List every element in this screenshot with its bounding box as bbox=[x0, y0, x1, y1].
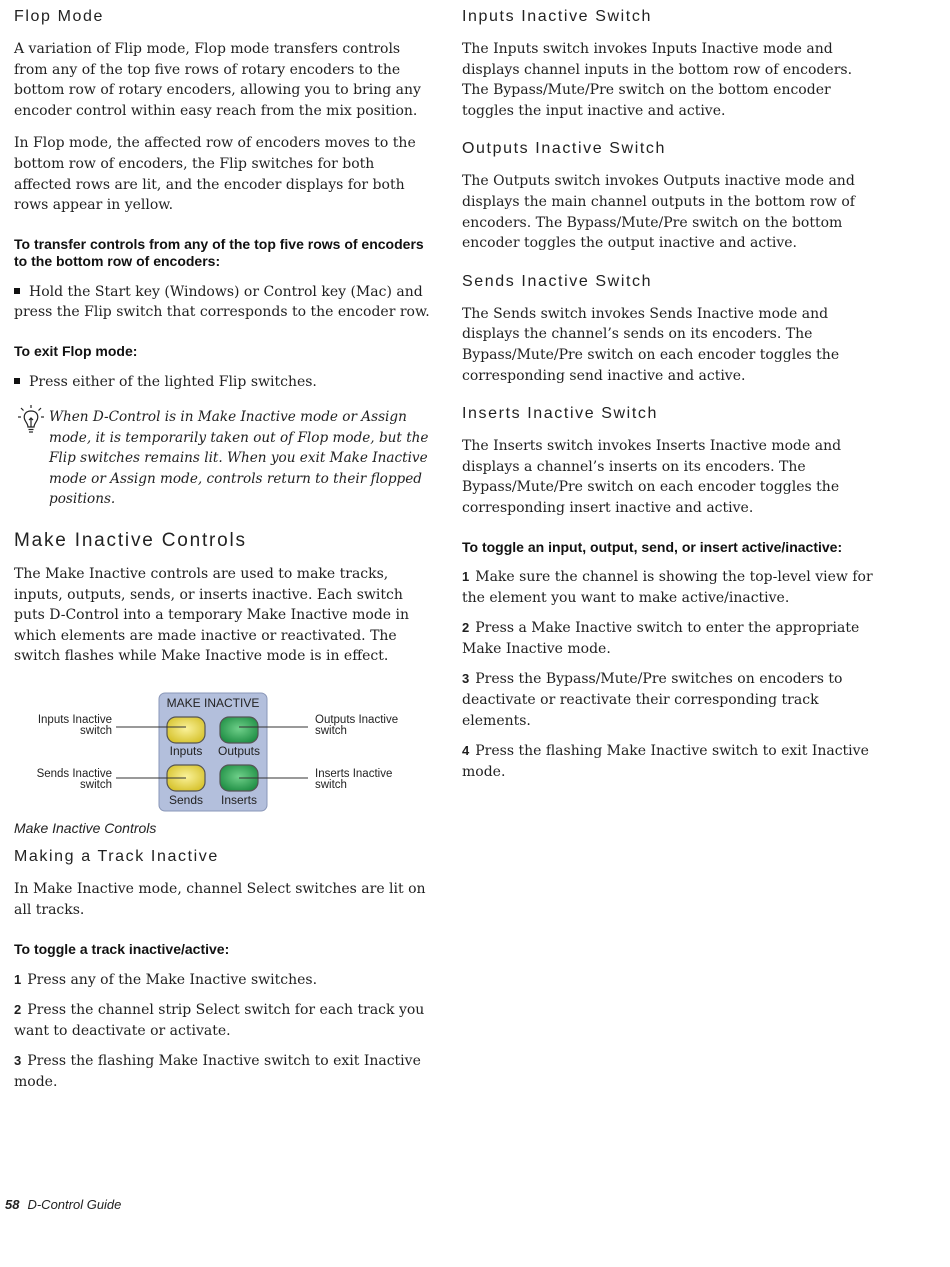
flop-proc1-step: Hold the Start key (Windows) or Control key (Mac) and press the Flip switch that corresponds to the encoder row. bbox=[14, 283, 430, 321]
outputs-switch[interactable] bbox=[220, 717, 258, 743]
outputs-inactive-label: Outputs Inactive switch bbox=[315, 713, 399, 738]
guide-title: D-Control Guide bbox=[27, 1197, 122, 1212]
outputs-button-label: Outputs bbox=[217, 743, 261, 758]
page-number: 58 bbox=[5, 1197, 20, 1212]
lightbulb-icon bbox=[18, 405, 44, 437]
track-proc-title: To toggle a track inactive/active: bbox=[14, 941, 230, 958]
toggle-step-1: 1 Make sure the channel is showing the top-level view for the element you want to make active/inactive. bbox=[462, 569, 873, 606]
flop-para-1: A variation of Flip mode, Flop mode transfers controls from any of the top five rows of rotary encoders to the bottom row of rotary encoders, allowing you to bring any encoder control within easy reach from the mix position. bbox=[14, 41, 421, 119]
flop-proc2-title: To exit Flop mode: bbox=[14, 342, 138, 359]
toggle-step-2: 2 Press a Make Inactive switch to enter the appropriate Make Inactive mode. bbox=[462, 620, 860, 657]
flop-proc1-title: To transfer controls from any of the top five rows of encoders to the bottom row of encoders: bbox=[14, 235, 424, 270]
sends-button-label: Sends bbox=[168, 792, 204, 807]
left-column bbox=[14, 0, 430, 1093]
panel-title: MAKE INACTIVE bbox=[166, 695, 260, 710]
inputs-button-label: Inputs bbox=[169, 743, 203, 758]
right-column bbox=[462, 0, 882, 782]
inserts-inactive-label: Inserts Inactive switch bbox=[315, 767, 393, 792]
track-para: In Make Inactive mode, channel Select switches are lit on all tracks. bbox=[14, 880, 426, 918]
making-track-inactive-heading: Making a Track Inactive bbox=[14, 847, 219, 865]
toggle-step-4: 4 Press the flashing Make Inactive switch to exit Inactive mode. bbox=[462, 743, 869, 780]
inserts-button-label: Inserts bbox=[220, 792, 258, 807]
sends-inactive-label: Sends Inactive switch bbox=[36, 767, 112, 792]
make-inactive-figure bbox=[14, 689, 430, 814]
outputs-inactive-para: The Outputs switch invokes Outputs inactive mode and displays the main channel outputs in the bottom row of encoders. The Bypass/Mute/Pre switch on the bottom encoder toggles the output inactive and active. bbox=[462, 173, 855, 252]
bullet-icon bbox=[14, 288, 20, 294]
tip-text: When D-Control is in Make Inactive mode or Assign mode, it is temporarily taken out of Flop mode, but the Flip switches remains lit. When you exit Make Inactive mode or Assign mode, controls return to their flopped positions. bbox=[49, 409, 429, 508]
make-inactive-para: The Make Inactive controls are used to make tracks, inputs, outputs, sends, or inserts inactive. Each switch puts D-Control into a temporary Make Inactive mode in which elements are made inactive or reactivated. The switch flashes while Make Inactive mode is in effect. bbox=[14, 566, 410, 665]
track-step-1: 1 Press any of the Make Inactive switches. bbox=[14, 971, 318, 988]
toggle-step-3: 3 Press the Bypass/Mute/Pre switches on encoders to deactivate or reactivate their corresponding track elements. bbox=[462, 671, 843, 729]
inserts-inactive-para: The Inserts switch invokes Inserts Inactive mode and displays a channel’s inserts on its encoders. The Bypass/Mute/Pre switch on each encoder toggles the corresponding insert inactive and active. bbox=[462, 438, 842, 516]
figure-caption: Make Inactive Controls bbox=[14, 819, 157, 836]
bullet-icon bbox=[14, 378, 20, 384]
toggle-proc-title: To toggle an input, output, send, or insert active/inactive: bbox=[462, 538, 843, 555]
make-inactive-heading: Make Inactive Controls bbox=[14, 530, 247, 551]
make-inactive-panel bbox=[14, 689, 430, 814]
inputs-inactive-heading: Inputs Inactive Switch bbox=[462, 8, 652, 25]
track-step-3: 3 Press the flashing Make Inactive switch to exit Inactive mode. bbox=[14, 1053, 421, 1091]
sends-inactive-para: The Sends switch invokes Sends Inactive mode and displays the channel’s sends on its encoders. The Bypass/Mute/Pre switch on each encoder toggles the corresponding send inactive and active. bbox=[462, 305, 840, 384]
flop-para-2: In Flop mode, the affected row of encoders moves to the bottom row of encoders, the Flip switches for both affected rows are lit, and the encoder displays for both rows appear in yellow. bbox=[14, 135, 416, 214]
flop-proc2-step: Press either of the lighted Flip switches. bbox=[14, 372, 430, 393]
tip-box bbox=[14, 407, 430, 510]
track-step-2: 2 Press the channel strip Select switch for each track you want to deactivate or activate. bbox=[14, 1002, 425, 1039]
page-footer bbox=[5, 1197, 121, 1212]
inputs-inactive-label: Inputs Inactive switch bbox=[37, 713, 112, 738]
inputs-inactive-para: The Inputs switch invokes Inputs Inactive mode and displays channel inputs in the bottom row of encoders. The Bypass/Mute/Pre switch on the bottom encoder toggles the input inactive and active. bbox=[462, 41, 853, 119]
sends-inactive-heading: Sends Inactive Switch bbox=[462, 272, 653, 290]
flop-mode-heading: Flop Mode bbox=[14, 8, 104, 25]
inserts-inactive-heading: Inserts Inactive Switch bbox=[462, 405, 658, 423]
outputs-inactive-heading: Outputs Inactive Switch bbox=[462, 140, 666, 158]
inputs-switch[interactable] bbox=[167, 717, 205, 743]
